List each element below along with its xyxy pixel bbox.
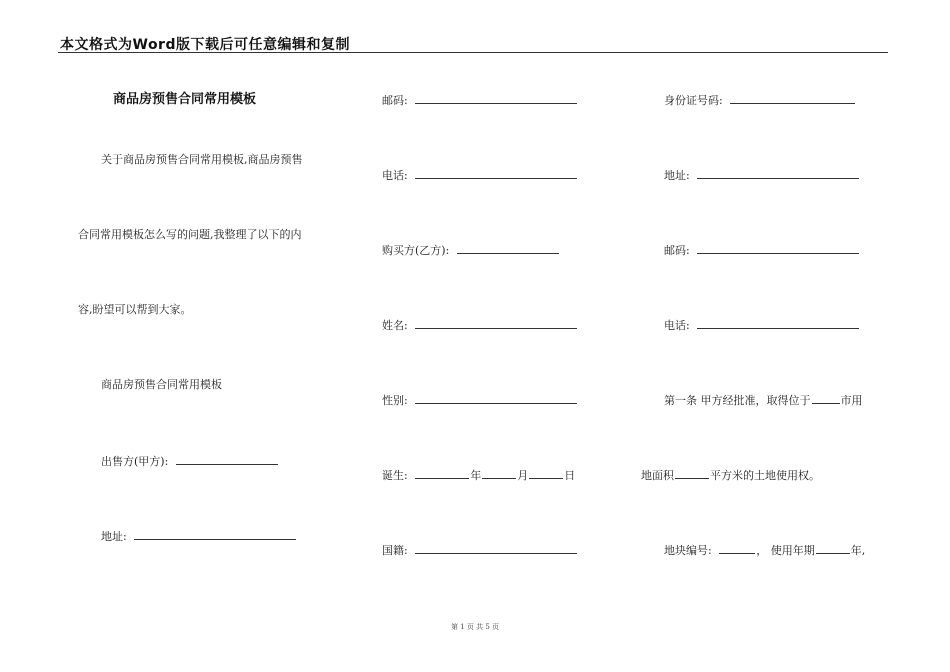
intro-line-2: 合同常用模板怎么写的问题,我整理了以下的内 — [78, 228, 302, 241]
birth-day-unit: 日 — [564, 469, 576, 482]
section-subtitle: 商品房预售合同常用模板 — [101, 378, 222, 391]
buyer-postcode-blank[interactable] — [697, 242, 859, 254]
buyer-id-label: 身份证号码: — [664, 94, 723, 107]
buyer-nationality-label: 国籍: — [382, 544, 408, 557]
buyer-postcode-label: 邮码: — [664, 244, 690, 257]
plot-year-unit: 年, — [850, 544, 866, 557]
seller-blank[interactable] — [176, 453, 278, 465]
buyer-id-row — [664, 92, 856, 108]
area-end: 平方米的土地使用权。 — [710, 469, 820, 482]
buyer-name-row — [382, 317, 578, 333]
buyer-name-label: 姓名: — [382, 319, 408, 332]
area-blank[interactable] — [675, 467, 709, 479]
seller-label: 出售方(甲方): — [101, 455, 169, 468]
buyer-postcode-row — [664, 242, 860, 258]
birth-year-blank[interactable] — [415, 467, 469, 479]
article1-line-2 — [641, 467, 820, 483]
buyer-gender-label: 性别: — [382, 394, 408, 407]
seller-postcode-row — [382, 92, 578, 108]
intro-line-3: 容,盼望可以帮到大家。 — [78, 303, 192, 316]
term-years-blank[interactable] — [816, 542, 850, 554]
seller-phone-blank[interactable] — [415, 167, 577, 179]
area-start: 地面积 — [641, 469, 674, 482]
article1-start: 第一条 甲方经批准，取得位于 — [664, 394, 811, 407]
seller-address-label: 地址: — [101, 530, 127, 543]
buyer-birth-row — [382, 467, 575, 483]
buyer-nationality-blank[interactable] — [415, 542, 577, 554]
article1-location-blank[interactable] — [812, 392, 840, 404]
birth-month-blank[interactable] — [482, 467, 516, 479]
seller-row — [101, 453, 279, 469]
seller-address-blank[interactable] — [134, 528, 296, 540]
seller-postcode-label: 邮码: — [382, 94, 408, 107]
article1-city: 市用 — [840, 394, 863, 407]
buyer-id-blank[interactable] — [730, 92, 855, 104]
page-footer: 第 1 页 共 5 页 — [450, 623, 500, 631]
birth-year-unit: 年 — [470, 469, 482, 482]
birth-month-unit: 月 — [517, 469, 529, 482]
buyer-nationality-row — [382, 542, 578, 558]
buyer-gender-blank[interactable] — [415, 392, 577, 404]
buyer-phone-label: 电话: — [664, 319, 690, 332]
intro-line-1: 关于商品房预售合同常用模板,商品房预售 — [101, 153, 303, 166]
document-header: 本文格式为Word版下载后可任意编辑和复制 — [60, 37, 350, 53]
buyer-address-label: 地址: — [664, 169, 690, 182]
plot-number-blank[interactable] — [719, 542, 755, 554]
buyer-label: 购买方(乙方): — [382, 244, 450, 257]
buyer-phone-row — [664, 317, 860, 333]
buyer-address-row — [664, 167, 860, 183]
header-rule — [58, 52, 888, 53]
seller-phone-label: 电话: — [382, 169, 408, 182]
buyer-name-blank[interactable] — [415, 317, 577, 329]
buyer-gender-row — [382, 392, 578, 408]
buyer-blank[interactable] — [457, 242, 559, 254]
document-title: 商品房预售合同常用模板 — [113, 92, 257, 107]
seller-address-row — [101, 528, 297, 544]
seller-postcode-blank[interactable] — [415, 92, 577, 104]
article1-line-3 — [664, 542, 865, 558]
buyer-phone-blank[interactable] — [697, 317, 859, 329]
birth-day-blank[interactable] — [529, 467, 563, 479]
plot-label: 地块编号: — [664, 544, 712, 557]
seller-phone-row — [382, 167, 578, 183]
buyer-address-blank[interactable] — [697, 167, 859, 179]
buyer-birth-label: 诞生: — [382, 469, 408, 482]
article1-line-1 — [664, 392, 863, 408]
buyer-row — [382, 242, 560, 258]
plot-term: ， 使用年期 — [756, 544, 815, 557]
